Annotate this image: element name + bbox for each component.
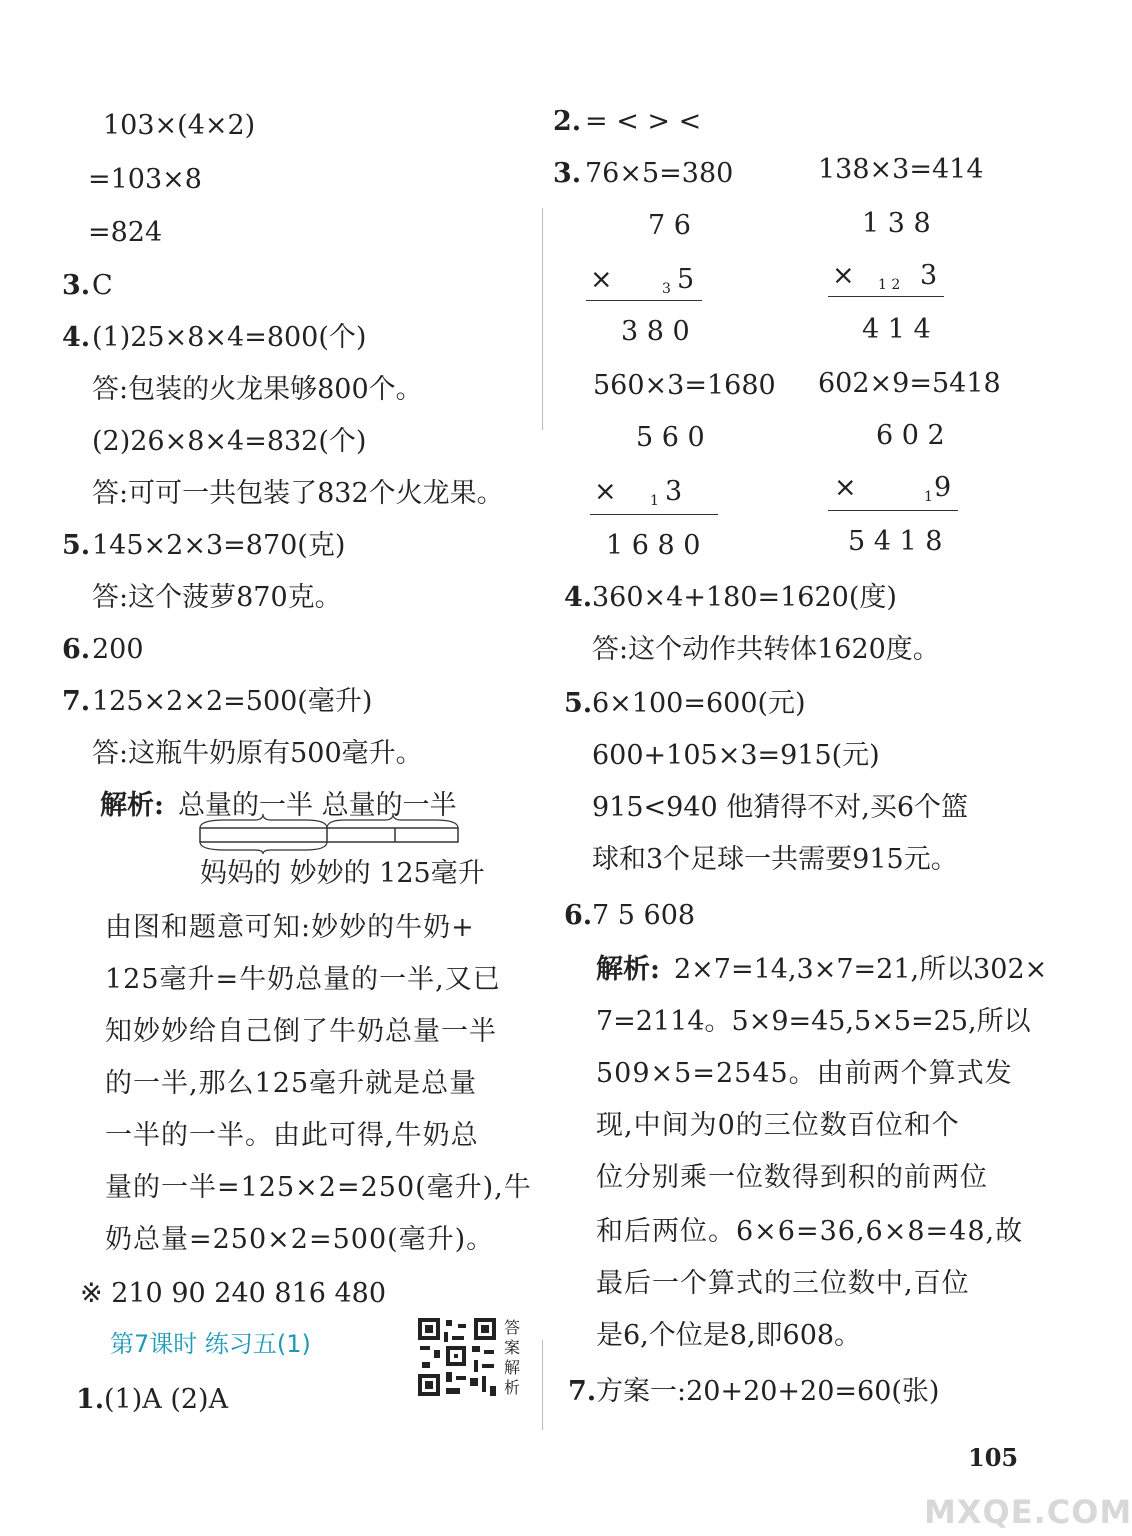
text-line: 600+105×3=915(元) [592, 740, 880, 771]
vertical-top: 7 6 [648, 210, 691, 241]
text-line: 7 5 608 [592, 900, 696, 931]
text-line: 560×3=1680 [593, 370, 776, 401]
text-line: 2×7=14,3×7=21,所以302× [674, 954, 1048, 985]
text-line: 6×100=600(元) [592, 688, 806, 719]
question-number: 3. [62, 270, 91, 301]
multiply-sign: × [590, 264, 613, 295]
vertical-result: 5 4 1 8 [848, 526, 943, 557]
text-line: 答:这瓶牛奶原有500毫升。 [92, 738, 423, 769]
text-line: 答:这个动作共转体1620度。 [592, 634, 940, 665]
vertical-bottom: 9 [934, 472, 952, 503]
text-line: 915<940 他猜得不对,买6个篮 [592, 792, 969, 823]
text-line: 方案一:20+20+20=60(张) [596, 1376, 940, 1407]
column-divider [542, 208, 543, 430]
question-number: 5. [62, 530, 91, 561]
question-number: 5. [564, 688, 593, 719]
text-line: 由图和题意可知:妙妙的牛奶+ [105, 912, 475, 943]
vertical-bottom: 5 [677, 264, 695, 295]
diagram-top-label: 总量的一半 总量的一半 [178, 790, 457, 821]
question-number: 6. [564, 900, 593, 931]
vertical-result: 3 8 0 [621, 316, 690, 347]
text-line: 125毫升=牛奶总量的一半,又已 [105, 964, 501, 995]
question-number: 4. [62, 322, 91, 353]
text-line: 答:可可一共包装了832个火龙果。 [92, 478, 504, 509]
text-line: 一半的一半。由此可得,牛奶总 [105, 1120, 479, 1151]
qr-code [416, 1316, 498, 1398]
text-line: 103×(4×2) [103, 110, 256, 141]
page-number: 105 [968, 1443, 1019, 1472]
watermark-logo: MXQE.COM [924, 1493, 1132, 1531]
brace-diagram [195, 818, 465, 854]
vertical-bottom: 3 [920, 260, 938, 291]
text-line: (1)A (2)A [104, 1384, 229, 1415]
text-line: 是6,个位是8,即608。 [596, 1320, 862, 1351]
vertical-top: 6 0 2 [876, 420, 945, 451]
carry-digit: 3 [662, 281, 671, 297]
vertical-result: 4 1 4 [862, 314, 931, 345]
vertical-result: 1 6 8 0 [606, 530, 701, 561]
vertical-top: 1 3 8 [862, 208, 931, 239]
qr-caption: 答案解析 [504, 1318, 521, 1397]
question-number: 4. [564, 582, 593, 613]
carry-digit: 1 [924, 489, 933, 505]
question-number: 2. [553, 106, 582, 137]
vertical-bottom: 3 [665, 476, 683, 507]
multiply-sign: × [594, 476, 617, 507]
text-line: 知妙妙给自己倒了牛奶总量一半 [105, 1016, 497, 1047]
carry-digit: 1 [650, 493, 659, 509]
text-line: 和后两位。6×6=36,6×8=48,故 [596, 1216, 1024, 1247]
vertical-rule [586, 300, 702, 301]
analysis-label: 解析: [100, 790, 164, 821]
text-line: 76×5=380 [585, 158, 734, 189]
text-line: C [92, 270, 113, 301]
text-line: 138×3=414 [818, 154, 984, 185]
multiply-sign: × [832, 260, 855, 291]
column-divider [542, 1340, 543, 1430]
text-line: 球和3个足球一共需要915元。 [592, 844, 958, 875]
text-line: 位分别乘一位数得到积的前两位 [596, 1162, 988, 1193]
analysis-label: 解析: [596, 954, 660, 985]
multiply-sign: × [834, 472, 857, 503]
question-number: 1. [76, 1384, 105, 1415]
text-line: 200 [92, 634, 144, 665]
text-line: (2)26×8×4=832(个) [92, 426, 367, 457]
carry-digit: 1 2 [878, 277, 901, 293]
text-line: 最后一个算式的三位数中,百位 [596, 1268, 970, 1299]
text-line: 答:包装的火龙果够800个。 [92, 374, 423, 405]
vertical-rule [828, 510, 958, 511]
text-line: 的一半,那么125毫升就是总量 [105, 1068, 478, 1099]
text-line: 509×5=2545。由前两个算式发 [596, 1058, 1013, 1089]
text-line: 7=2114。5×9=45,5×5=25,所以 [596, 1006, 1031, 1037]
vertical-rule [590, 514, 718, 515]
text-line: =824 [88, 217, 163, 248]
text-line: 602×9=5418 [818, 368, 1001, 399]
text-line: =103×8 [88, 164, 202, 195]
question-number: 7. [62, 686, 91, 717]
question-number: 6. [62, 634, 91, 665]
question-number: 3. [553, 158, 582, 189]
text-line: 量的一半=125×2=250(毫升),牛 [105, 1172, 532, 1203]
vertical-rule [828, 296, 944, 297]
section-title: 第7课时 练习五(1) [110, 1330, 311, 1358]
text-line: 奶总量=250×2=500(毫升)。 [105, 1224, 495, 1255]
text-line: 145×2×3=870(克) [92, 530, 346, 561]
text-line: 现,中间为0的三位数百位和个 [596, 1110, 960, 1141]
text-line: 360×4+180=1620(度) [592, 582, 897, 613]
text-line: 答:这个菠萝870克。 [92, 582, 342, 613]
text-line: = < > < [585, 106, 702, 137]
diagram-bottom-label: 妈妈的 妙妙的 125毫升 [200, 858, 485, 889]
text-line: ※ 210 90 240 816 480 [80, 1278, 387, 1309]
vertical-top: 5 6 0 [636, 422, 705, 453]
text-line: 125×2×2=500(毫升) [92, 686, 373, 717]
question-number: 7. [568, 1376, 597, 1407]
text-line: (1)25×8×4=800(个) [92, 322, 367, 353]
